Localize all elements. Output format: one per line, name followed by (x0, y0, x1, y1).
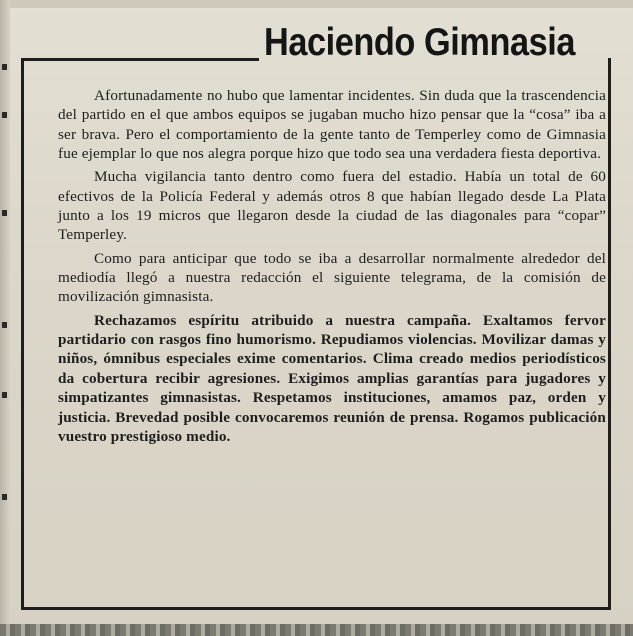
column-margin-mark (2, 112, 7, 118)
left-edge (0, 0, 10, 636)
column-margin-mark (2, 392, 7, 398)
column-margin-mark (2, 494, 7, 500)
paragraph: Afortunadamente no hubo que lamentar incidentes. Sin duda que la trascendencia del partido en el que ambos equipos se jugaban mucho hizo pensar que la “cosa” iba a ser brava. Pero el comportamiento de la gente tanto de Temperley como de Gimnasia fue ejemplar lo que nos alegra porque hizo que todo sea una verdadera fiesta deportiva. (58, 87, 606, 163)
column-margin-mark (2, 210, 7, 216)
telegram-text: Rechazamos espíritu atribuido a nuestra campaña. Exaltamos fervor partidario con rasgos fino humorismo. Repudiamos violencias. Movilizar damas y niños, ómnibus especiales exime comentarios. Clima creado medios periodísticos da cobertura recibir agresiones. Exigimos amplias garantías para jugadores y simpatizantes gimnasistas. Respetamos instituciones, amamos paz, orden y justicia. Brevedad posible convocaremos reunión de prensa. Rogamos publicación vuestro prestigioso medio. (58, 311, 606, 445)
article-body (58, 86, 606, 450)
paragraph: Mucha vigilancia tanto dentro como fuera del estadio. Había un total de 60 efectivos de la Policía Federal y además otros 8 que habían llegado desde La Plata junto a los 19 micros que llegaron desde la ciudad de las diagonales para “copar” Temperley. (58, 168, 606, 244)
column-margin-mark (2, 64, 7, 70)
column-margin-mark (2, 322, 7, 328)
headline: Haciendo Gimnasia (264, 21, 576, 64)
bottom-edge (0, 624, 633, 636)
paragraph: Como para anticipar que todo se iba a desarrollar normalmente alrededor del mediodía llegó a nuestra redacción el siguiente telegrama, de la comisión de movilización gimnasista. (58, 249, 606, 306)
top-edge (0, 0, 633, 8)
